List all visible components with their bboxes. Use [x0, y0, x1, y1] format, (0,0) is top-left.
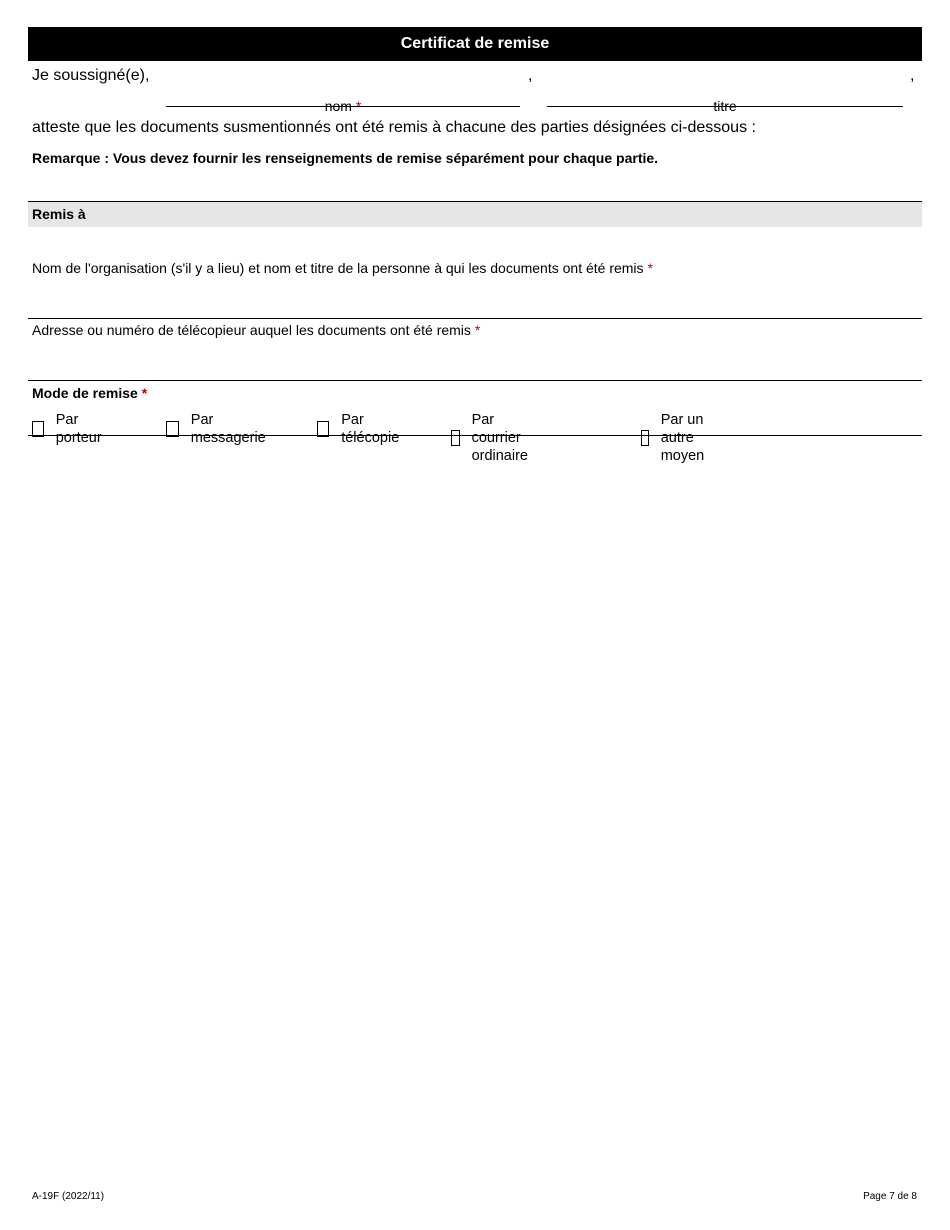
required-mark: *: [141, 385, 148, 401]
divider: [28, 435, 922, 436]
option-label: Par porteur: [55, 412, 102, 446]
comma-separator: ,: [910, 67, 915, 84]
delivered-to-header: Remis à: [28, 201, 922, 227]
comma-separator: ,: [528, 67, 533, 84]
option-par-porteur[interactable]: [32, 411, 106, 447]
certificate-title: Certificat de remise: [28, 27, 922, 61]
form-id: A-19F (2022/11): [32, 1191, 105, 1202]
option-label: Par courrier ordinaire: [471, 412, 528, 464]
title-caption: titre: [713, 98, 737, 114]
remark-text: Remarque : Vous devez fournir les renseignements de remise séparément pour chaque partie.: [32, 150, 659, 166]
checkbox[interactable]: [641, 430, 649, 446]
declarant-row: [28, 61, 922, 113]
checkbox[interactable]: [451, 430, 460, 446]
name-caption: nom *: [324, 98, 362, 114]
option-par-courrier-ordinaire[interactable]: [451, 411, 535, 465]
option-label: Par messagerie: [190, 412, 266, 446]
required-mark: *: [355, 98, 362, 114]
organisation-field-label[interactable]: Nom de l'organisation (s'il y a lieu) et nom et titre de la personne à qui les documents ont été remis *: [32, 260, 653, 276]
option-par-messagerie[interactable]: [166, 411, 269, 447]
delivery-mode-label: Mode de remise *: [32, 385, 148, 401]
declarant-lead: Je soussigné(e),: [32, 67, 150, 84]
option-label: Par télécopie: [341, 412, 400, 446]
divider: [28, 318, 922, 319]
option-label: Par un autre moyen: [660, 412, 705, 464]
required-mark: *: [647, 260, 653, 276]
attestation-text: atteste que les documents susmentionnés ont été remis à chacune des parties désignées ci-dessous :: [32, 119, 756, 136]
divider: [28, 380, 922, 381]
required-mark: *: [474, 322, 481, 338]
option-par-un-autre-moyen[interactable]: [641, 411, 713, 465]
option-par-telecopie[interactable]: [317, 411, 403, 447]
page-number: Page 7 de 8: [863, 1191, 917, 1202]
certificate-section: [28, 27, 922, 464]
address-field-label[interactable]: Adresse ou numéro de télécopieur auquel les documents ont été remis *: [32, 322, 481, 338]
